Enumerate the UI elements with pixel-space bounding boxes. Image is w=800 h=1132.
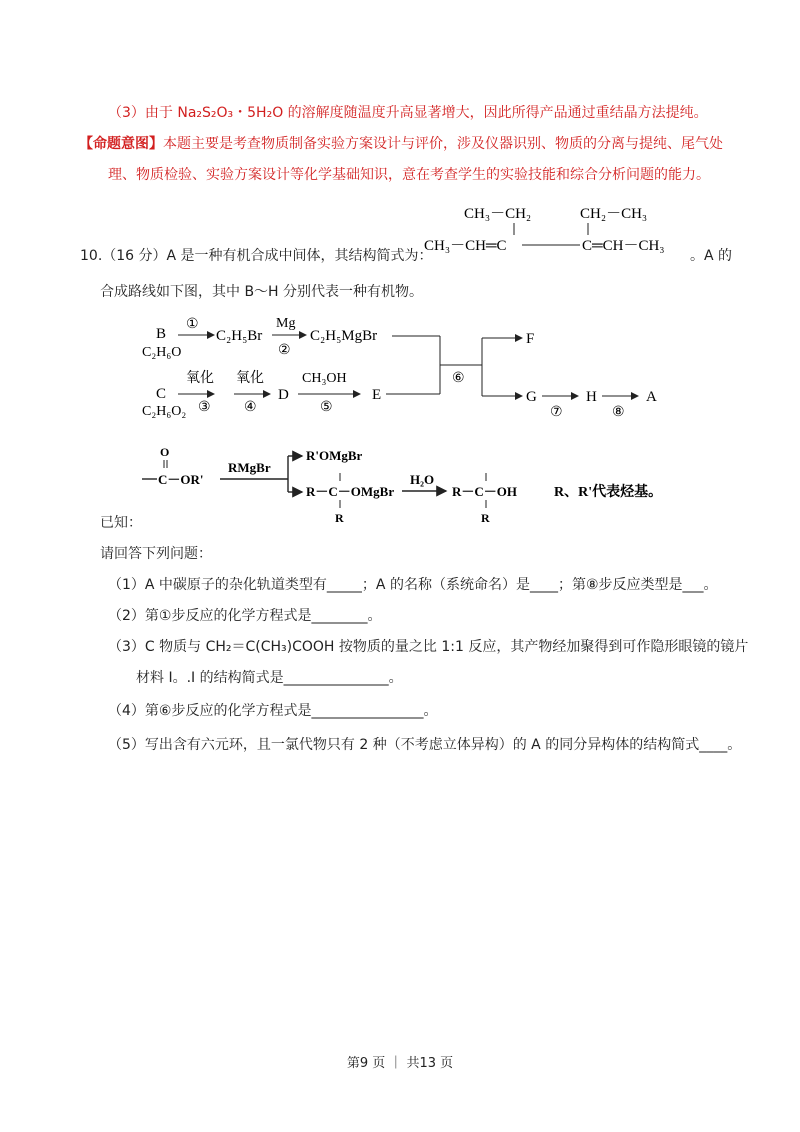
compound-C2H5MgBr: C₂H₅MgBr [310,328,378,344]
sub-question-1: （1）A 中碳原子的杂化轨道类型有_____；A 的名称（系统命名）是____；第⑧步反应类型是___。 [108,577,718,593]
reagent-oxidation-1: 氧化 [186,371,214,386]
question-intro: 10.（16 分）A 是一种有机合成中间体，其结构简式为： [80,248,433,264]
compound-C-formula: C₂H₆O₂ [142,404,187,419]
compound-D: D [278,387,289,403]
byproduct-ROMgBr: R'OMgBr [306,448,363,463]
answer-line-3: （3）由于 Na₂S₂O₃・5H₂O 的溶解度随温度升高显著增大，因此所得产品通过重结晶方法提纯。 [108,105,708,121]
alkyl-note: R、R'代表烃基。 [554,485,663,500]
compound-A: A [646,389,657,405]
compound-C2H5Br: C₂H₅Br [216,328,263,344]
step-5-label: ⑤ [320,400,333,415]
reagent-oxidation-2: 氧化 [236,371,264,386]
structure-formula-A [420,198,690,266]
page-footer: 第9 页 ｜ 共13 页 [346,1056,454,1071]
product: R－C－OH [452,484,518,499]
intent-tag: 【命题意图】 [79,136,163,152]
ester: C－OR' [158,472,204,487]
compound-B: B [156,326,167,342]
intent-line-2: 理、物质检验、实验方案设计等化学基础知识，意在考查学生的实验技能和综合分析问题的能力。 [108,167,710,183]
product-R: R [481,511,490,525]
reagent-H2O: H₂O [410,472,435,487]
intermediate-R: R [335,511,344,525]
compound-E: E [372,387,382,403]
compound-F: F [526,331,535,347]
structure-right-top: CH₂－CH₃ [580,206,648,222]
question-line-2: 合成路线如下图，其中 B～H 分别代表一种有机物。 [100,284,424,300]
structure-right-chain: C═CH－CH₃ [582,238,665,254]
step-2-label: ② [278,343,291,358]
step-3-label: ③ [198,400,211,415]
reagent-CH3OH: CH₃OH [302,371,347,386]
step-1-label: ① [186,317,199,332]
known-label: 已知： [100,515,142,531]
structure-left-chain: CH₃－CH═C [424,238,507,254]
question-intro-tail: 。A 的 [690,248,733,264]
ester-oxygen: O [160,445,170,459]
sub-question-4: （4）第⑥步反应的化学方程式是________________。 [108,703,438,719]
compound-H: H [586,389,597,405]
step-7-label: ⑦ [550,405,563,420]
reagent-Mg: Mg [276,316,296,331]
compound-C: C [156,386,167,402]
intermediate: R－C－OMgBr [306,484,395,499]
structure-left-top: CH₃－CH₂ [464,206,532,222]
sub-question-3b: 材料 I。.I 的结构简式是_______________。 [136,670,403,686]
sub-question-2: （2）第①步反应的化学方程式是________。 [108,608,382,624]
intent-line-1: 本题主要是考查物质制备实验方案设计与评价，涉及仪器识别、物质的分离与提纯、尾气处 [163,136,723,152]
synthesis-route-diagram [130,308,690,428]
compound-G: G [526,389,537,405]
step-4-label: ④ [244,400,257,415]
reagent-RMgBr: RMgBr [228,460,271,475]
ask-line: 请回答下列问题： [100,546,212,562]
intent-paragraph [79,134,723,154]
step-6-label: ⑥ [452,371,465,386]
compound-B-formula: C₂H₆O [142,345,182,360]
known-reaction-diagram [140,442,700,528]
sub-question-3a: （3）C 物质与 CH₂＝C(CH₃)COOH 按物质的量之比 1:1 反应，其产物经加聚得到可作隐形眼镜的镜片 [108,639,749,655]
sub-question-5: （5）写出含有六元环，且一氯代物只有 2 种（不考虑立体异构）的 A 的同分异构体的结构简式____。 [108,737,742,753]
step-8-label: ⑧ [612,405,625,420]
